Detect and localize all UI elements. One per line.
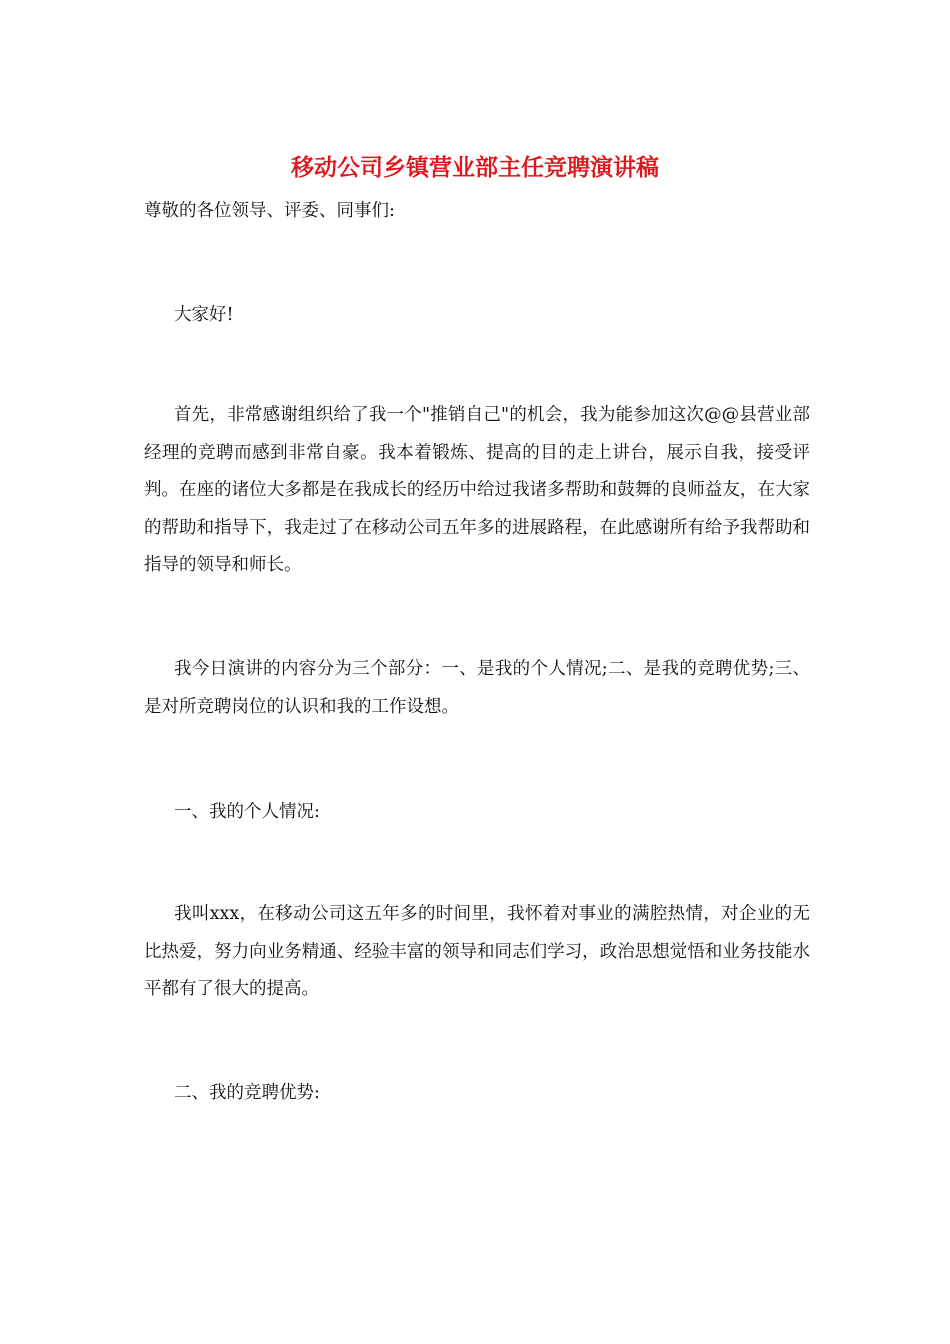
paragraph-thanks: 首先，非常感谢组织给了我一个"推销自己"的机会，我为能参加这次@@县营业部经理的竞聘而感到非常自豪。我本着锻炼、提高的目的走上讲台，展示自我，接受评判。在座的诸位大多都是在我成长的经历中给过我诸多帮助和鼓舞的良师益友，在大家的帮助和指导下，我走过了在移动公司五年多的进展路程，在此感谢所有给予我帮助和指导的领导和师长。 — [144, 405, 810, 575]
section-heading-personal: 一、我的个人情况: — [174, 802, 320, 822]
salutation: 尊敬的各位领导、评委、同事们: — [144, 201, 395, 221]
section-heading-advantages: 二、我的竞聘优势: — [174, 1083, 320, 1103]
paragraph-outline: 我今日演讲的内容分为三个部分：一、是我的个人情况;二、是我的竞聘优势;三、是对所竞聘岗位的认识和我的工作设想。 — [144, 659, 810, 717]
document-title: 移动公司乡镇营业部主任竞聘演讲稿 — [291, 154, 659, 181]
paragraph-greeting: 大家好! — [174, 305, 234, 325]
paragraph-personal-intro: 我叫xxx，在移动公司这五年多的时间里，我怀着对事业的满腔热情，对企业的无比热爱，努力向业务精通、经验丰富的领导和同志们学习，政治思想觉悟和业务技能水平都有了很大的提高。 — [144, 904, 810, 999]
